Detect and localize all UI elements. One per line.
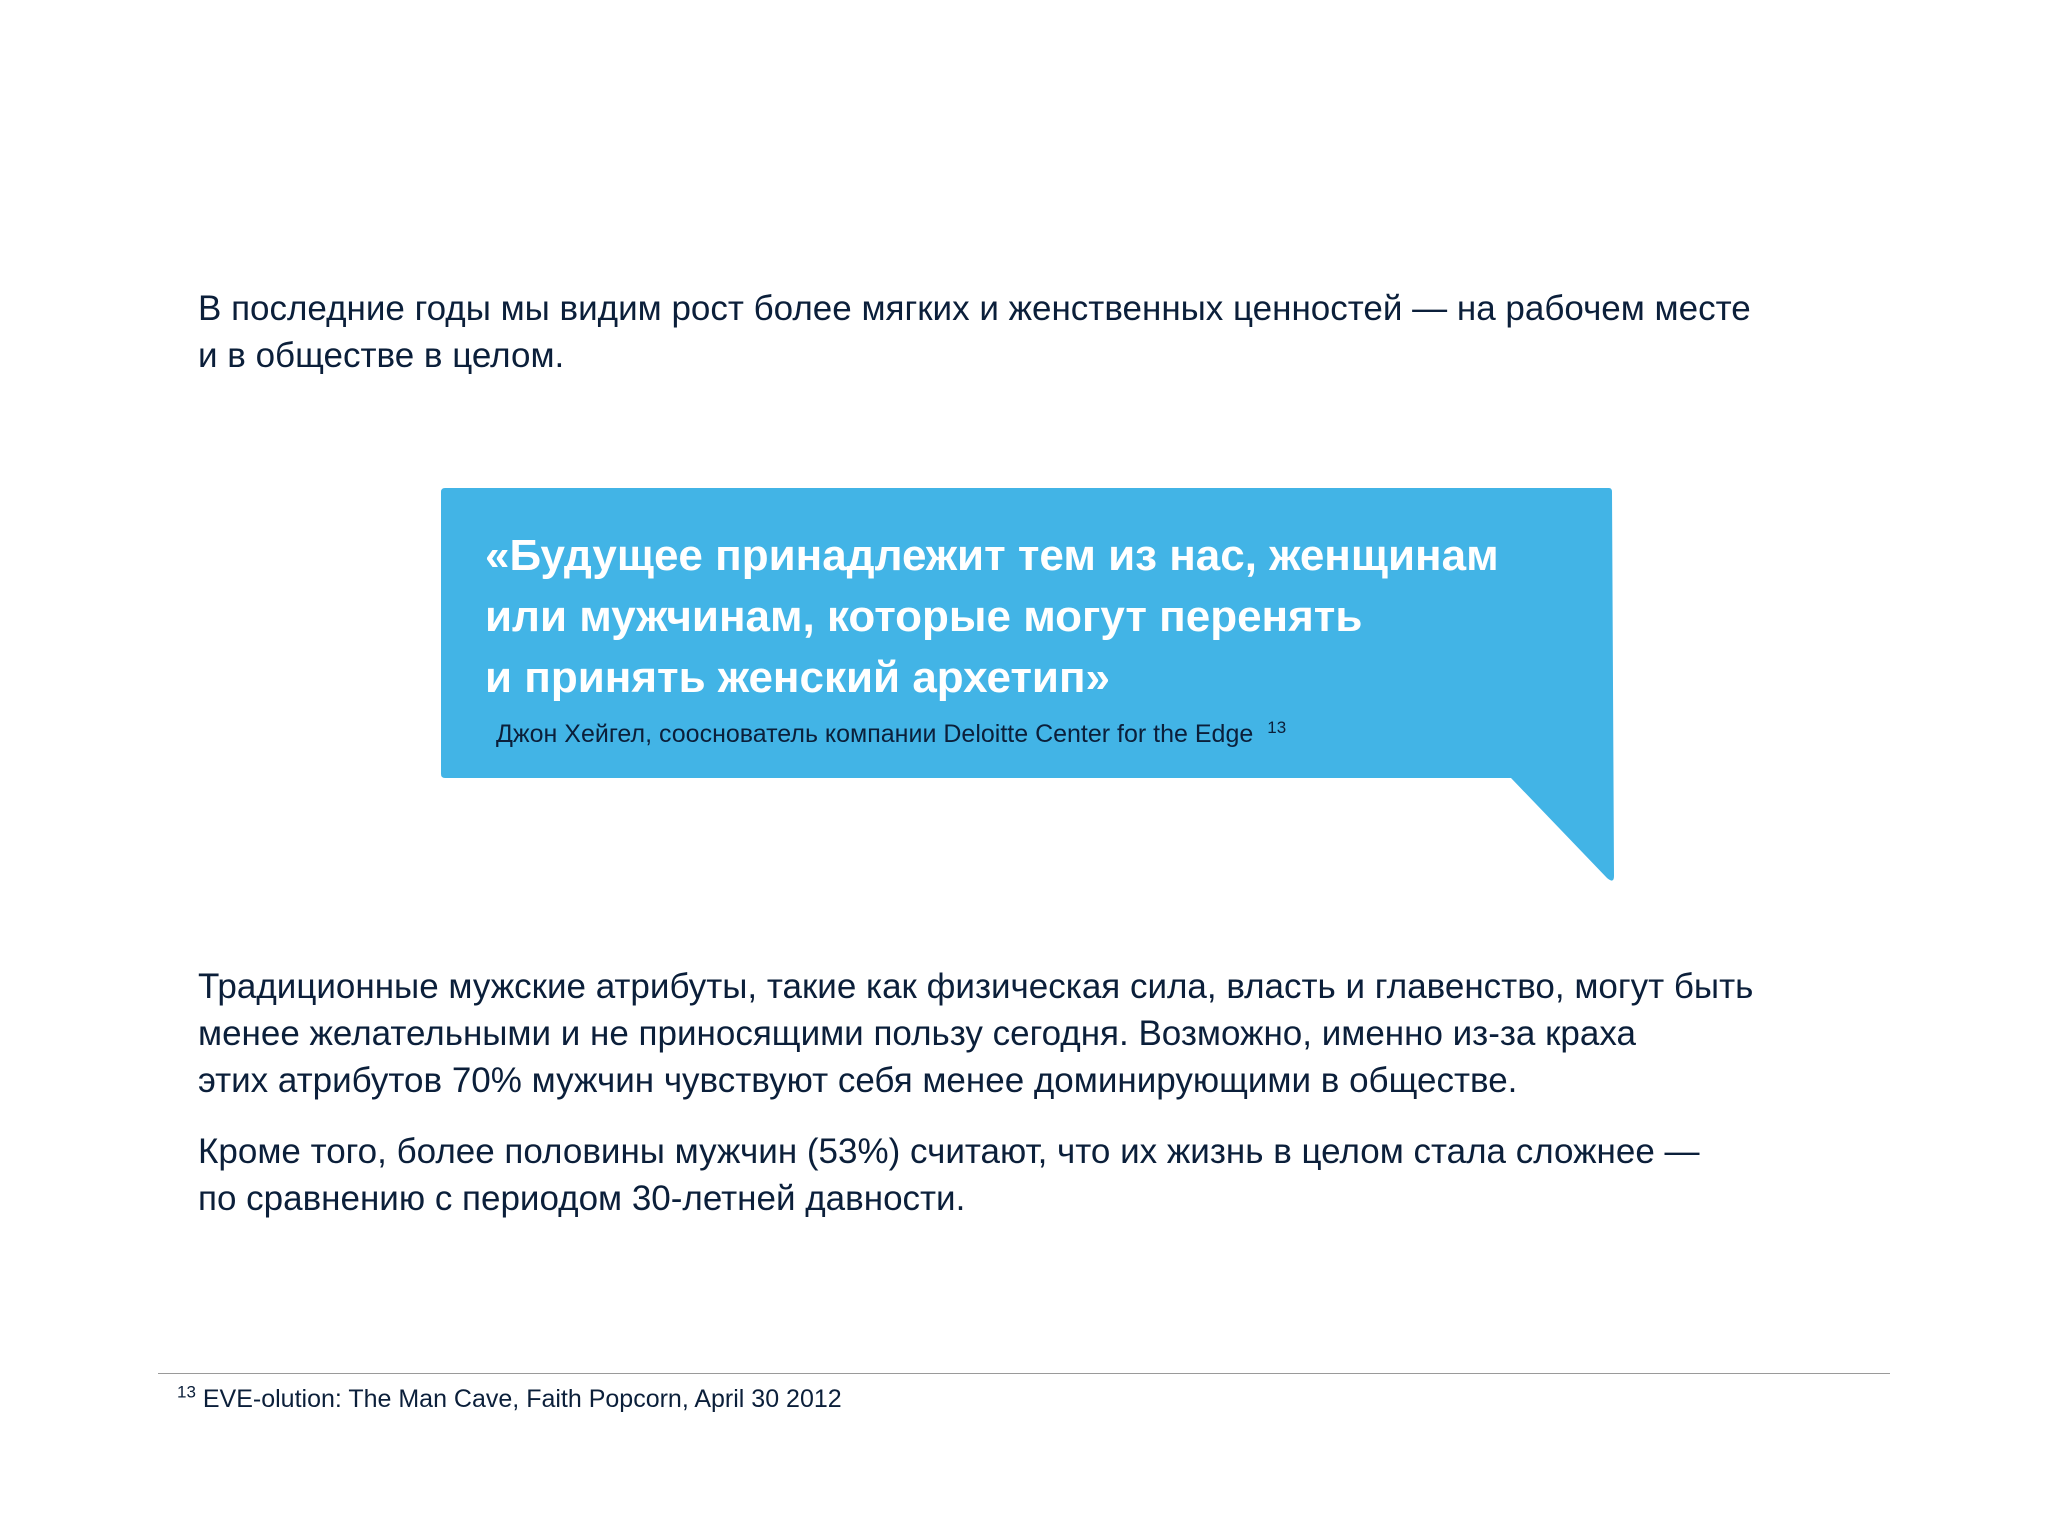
attribution-footnote-ref[interactable]: 13 xyxy=(1267,717,1287,737)
intro-line-1: В последние годы мы видим рост более мягких и женственных ценностей — на рабочем месте xyxy=(198,289,1751,328)
footnote xyxy=(177,1383,842,1415)
quote-line-3: и принять женский архетип» xyxy=(485,653,1111,702)
paragraph-3-line-2: по сравнению с периодом 30-летней давности. xyxy=(198,1179,966,1218)
paragraph-2-line-1: Традиционные мужские атрибуты, такие как физическая сила, власть и главенство, могут быть xyxy=(198,967,1754,1006)
footnote-number: 13 xyxy=(177,1382,196,1402)
quote-attribution xyxy=(496,718,1286,750)
paragraph-3-line-1: Кроме того, более половины мужчин (53%) считают, что их жизнь в целом стала сложнее — xyxy=(198,1132,1700,1171)
intro-line-2: и в обществе в целом. xyxy=(198,336,565,375)
paragraph-2-line-3: этих атрибутов 70% мужчин чувствуют себя менее доминирующими в обществе. xyxy=(198,1061,1518,1100)
quote-line-1: «Будущее принадлежит тем из нас, женщинам xyxy=(485,531,1499,580)
quote-callout xyxy=(441,488,1614,884)
attribution-text: Джон Хейгел, сооснователь компании Deloitte Center for the Edge xyxy=(496,720,1254,748)
quote-line-2: или мужчинам, которые могут перенять xyxy=(485,592,1363,641)
intro-paragraph xyxy=(198,285,1878,379)
body-paragraph-2 xyxy=(198,963,1878,1104)
footnote-text: EVE-olution: The Man Cave, Faith Popcorn, April 30 2012 xyxy=(202,1385,842,1413)
footnote-divider xyxy=(158,1373,1890,1374)
body-paragraph-3 xyxy=(198,1128,1878,1222)
quote-text xyxy=(485,525,1585,708)
paragraph-2-line-2: менее желательными и не приносящими пользу сегодня. Возможно, именно из-за краха xyxy=(198,1014,1636,1053)
